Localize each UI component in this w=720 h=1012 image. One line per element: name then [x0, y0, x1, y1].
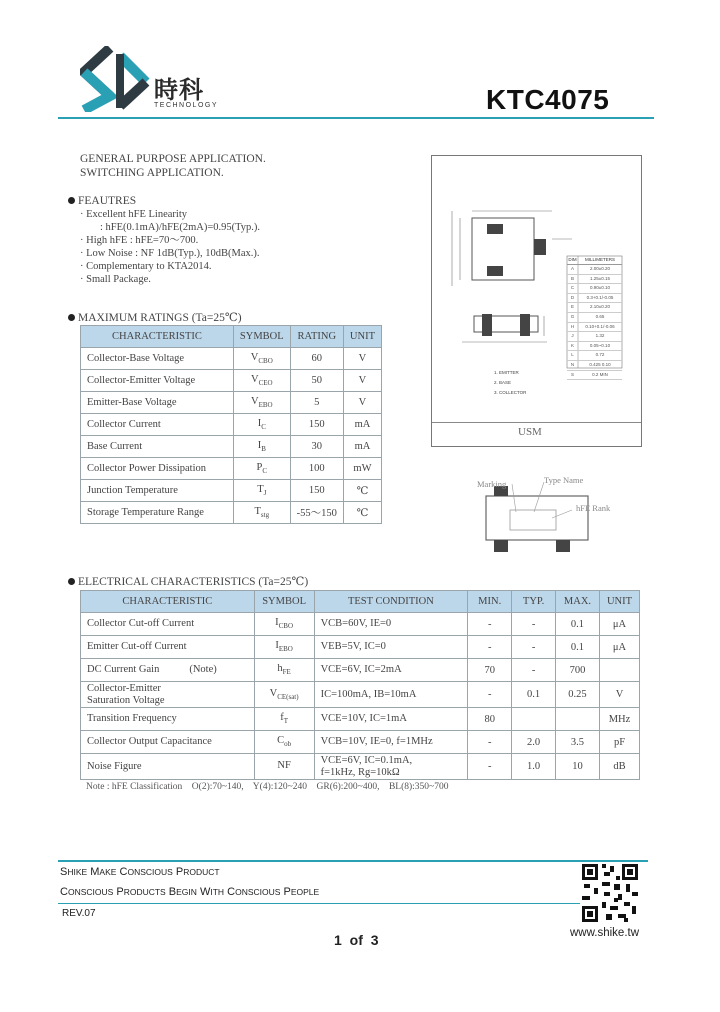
intro-line-1: GENERAL PURPOSE APPLICATION.	[80, 153, 266, 165]
intro-line-2: SWITCHING APPLICATION.	[80, 167, 224, 179]
features-title: FEAUTRES	[78, 195, 137, 207]
feature-item: · Small Package.	[80, 274, 151, 285]
table-row	[81, 659, 640, 682]
dimension-header: DIM MILLIMETERS	[567, 256, 622, 265]
test-condition-cell: IC=100mA, IB=10mA	[314, 682, 468, 708]
max-ratings-heading	[68, 310, 242, 324]
symbol-cell: $I_{CBO}$	[254, 613, 314, 636]
col-header: UNIT	[599, 591, 639, 613]
table-row	[81, 348, 382, 370]
table-row	[81, 480, 382, 502]
unit-cell: mA	[343, 436, 381, 458]
characteristic-cell: Emitter Cut-off Current	[81, 636, 255, 659]
symbol-cell: $I_{EBO}$	[254, 636, 314, 659]
brand-chinese-name: 時科	[154, 78, 204, 104]
table-row	[81, 731, 640, 754]
dimension-row: L 0.72	[567, 351, 622, 361]
pin-item: 1. EMITTER	[494, 370, 519, 375]
package-label-divider	[432, 422, 641, 423]
bullet-icon	[68, 578, 75, 585]
table-header-row	[81, 591, 640, 613]
dimension-row: D 0.3+0.1/-0.05	[567, 294, 622, 304]
elec-heading	[68, 574, 308, 588]
col-header: UNIT	[343, 326, 381, 348]
website-url[interactable]: www.shike.tw	[570, 927, 640, 939]
feature-item: : hFE(0.1mA)/hFE(2mA)=0.95(Typ.).	[100, 222, 261, 233]
dimension-row: J 1.32	[567, 332, 622, 342]
shike-logo	[80, 46, 150, 112]
symbol-cell: $P_C$	[233, 458, 290, 480]
rating-cell: 5	[290, 392, 343, 414]
dimension-row: B 1.25±0.15	[567, 275, 622, 285]
pin-item: 3. COLLECTOR	[494, 390, 527, 395]
col-header: CHARACTERISTIC	[81, 326, 234, 348]
elec-char-table	[80, 590, 640, 780]
feature-item: · Low Noise : NF 1dB(Typ.), 10dB(Max.).	[80, 248, 260, 259]
symbol-cell: NF	[254, 754, 314, 780]
dimension-row: C 0.90±0.10	[567, 284, 622, 294]
unit-cell: ℃	[343, 502, 381, 524]
footer-slogan-1: SHIKE MAKE CONSCIOUS PRODUCT	[60, 866, 220, 878]
symbol-cell: $T_{stg}$	[233, 502, 290, 524]
unit-cell: MHz	[599, 708, 639, 731]
max-cell	[556, 708, 600, 731]
characteristic-cell: DC Current Gain (Note)	[81, 659, 255, 682]
header-divider	[58, 117, 654, 119]
characteristic-cell: Collector-Emitter Voltage	[81, 370, 234, 392]
rating-cell: 60	[290, 348, 343, 370]
typ-cell: 2.0	[512, 731, 556, 754]
typ-cell: 0.1	[512, 682, 556, 708]
characteristic-cell: Collector Power Dissipation	[81, 458, 234, 480]
test-condition-cell: VCB=60V, IE=0	[314, 613, 468, 636]
unit-cell: μA	[599, 613, 639, 636]
min-cell: -	[468, 731, 512, 754]
characteristic-cell: Base Current	[81, 436, 234, 458]
table-row	[81, 754, 640, 780]
package-outline-box	[431, 155, 642, 447]
symbol-cell: $C_{ob}$	[254, 731, 314, 754]
unit-cell: V	[343, 370, 381, 392]
min-cell: -	[468, 754, 512, 780]
test-condition-cell: VEB=5V, IC=0	[314, 636, 468, 659]
symbol-cell: $T_J$	[233, 480, 290, 502]
footer-divider	[58, 860, 648, 862]
unit-cell: V	[343, 348, 381, 370]
symbol-cell: $V_{CBO}$	[233, 348, 290, 370]
test-condition-cell: VCE=6V, IC=0.1mA, f=1kHz, Rg=10kΩ	[314, 754, 468, 780]
col-header: MIN.	[468, 591, 512, 613]
min-cell: -	[468, 682, 512, 708]
feature-item: · High hFE : hFE=70～700.	[80, 235, 199, 246]
test-condition-cell: VCB=10V, IE=0, f=1MHz	[314, 731, 468, 754]
max-cell: 0.25	[556, 682, 600, 708]
dimension-row: K 0.05~0.10	[567, 342, 622, 352]
dimension-row: G 0.65	[567, 313, 622, 323]
hfe-classification-note: Note : hFE Classification O(2):70~140, Y(4):120~240 GR(6):200~400, BL(8):350~700	[86, 782, 449, 792]
table-row	[81, 502, 382, 524]
characteristic-cell: Transition Frequency	[81, 708, 255, 731]
symbol-cell: $I_B$	[233, 436, 290, 458]
dimension-row: S 0.2 MIN	[567, 371, 622, 381]
max-cell: 700	[556, 659, 600, 682]
max-ratings-title: MAXIMUM RATINGS (Ta=25℃)	[78, 312, 242, 324]
unit-cell: mA	[343, 414, 381, 436]
typ-cell: -	[512, 613, 556, 636]
typ-cell: -	[512, 636, 556, 659]
part-number-title: KTC4075	[486, 84, 610, 115]
feature-item: · Complementary to KTA2014.	[80, 261, 212, 272]
qr-code-icon	[580, 862, 640, 924]
package-name: USM	[518, 426, 542, 438]
elec-title: ELECTRICAL CHARACTERISTICS (Ta=25℃)	[78, 576, 309, 588]
symbol-cell: $V_{CEO}$	[233, 370, 290, 392]
min-cell: -	[468, 613, 512, 636]
pin-item: 2. BASE	[494, 380, 512, 385]
col-header: CHARACTERISTIC	[81, 591, 255, 613]
typ-cell	[512, 708, 556, 731]
rating-cell: 100	[290, 458, 343, 480]
pin-list	[494, 368, 526, 398]
typ-cell: -	[512, 659, 556, 682]
page-number: 1 of 3	[334, 932, 379, 948]
table-row	[81, 636, 640, 659]
unit-cell: V	[343, 392, 381, 414]
col-header: MAX.	[556, 591, 600, 613]
marking-label: Marking	[477, 479, 507, 489]
characteristic-cell: Noise Figure	[81, 754, 255, 780]
rating-cell: 50	[290, 370, 343, 392]
footer-slogan-2: CONSCIOUS PRODUCTS BEGIN WITH CONSCIOUS PEOPLE	[60, 886, 320, 898]
characteristic-cell: Collector-Emitter Saturation Voltage	[81, 682, 255, 708]
typ-cell: 1.0	[512, 754, 556, 780]
symbol-cell: $f_T$	[254, 708, 314, 731]
min-cell: 80	[468, 708, 512, 731]
col-header: TYP.	[512, 591, 556, 613]
characteristic-cell: Collector-Base Voltage	[81, 348, 234, 370]
test-condition-cell: VCE=6V, IC=2mA	[314, 659, 468, 682]
hfe-rank-label: hFE Rank	[576, 503, 611, 513]
max-cell: 0.1	[556, 636, 600, 659]
bullet-icon	[68, 197, 75, 204]
rating-cell: -55～150	[290, 502, 343, 524]
max-cell: 3.5	[556, 731, 600, 754]
bullet-icon	[68, 314, 75, 321]
rating-cell: 150	[290, 414, 343, 436]
symbol-cell: $h_{FE}$	[254, 659, 314, 682]
min-cell: 70	[468, 659, 512, 682]
characteristic-cell: Collector Output Capacitance	[81, 731, 255, 754]
table-row	[81, 708, 640, 731]
table-row	[81, 613, 640, 636]
max-cell: 0.1	[556, 613, 600, 636]
dimension-row: E 2.10±0.20	[567, 303, 622, 313]
min-cell: -	[468, 636, 512, 659]
brand-english-name: TECHNOLOGY	[154, 102, 219, 109]
unit-cell: dB	[599, 754, 639, 780]
table-header-row	[81, 326, 382, 348]
footer-thin-rule	[58, 903, 590, 904]
max-cell: 10	[556, 754, 600, 780]
features-heading	[68, 195, 136, 207]
revision: REV.07	[62, 908, 96, 919]
type-name-label: Type Name	[544, 475, 584, 485]
rating-cell: 30	[290, 436, 343, 458]
table-row	[81, 458, 382, 480]
symbol-cell: $V_{CE(sat)}$	[254, 682, 314, 708]
col-header: SYMBOL	[233, 326, 290, 348]
test-condition-cell: VCE=10V, IC=1mA	[314, 708, 468, 731]
unit-cell: μA	[599, 636, 639, 659]
col-header: SYMBOL	[254, 591, 314, 613]
characteristic-cell: Junction Temperature	[81, 480, 234, 502]
symbol-cell: $I_C$	[233, 414, 290, 436]
dimension-row: A 2.00±0.20	[567, 265, 622, 275]
max-ratings-table	[80, 325, 382, 524]
unit-cell: mW	[343, 458, 381, 480]
characteristic-cell: Emitter-Base Voltage	[81, 392, 234, 414]
table-row	[81, 370, 382, 392]
unit-cell: pF	[599, 731, 639, 754]
dimension-row: N 0.425 0.10	[567, 361, 622, 371]
unit-cell	[599, 659, 639, 682]
col-header: TEST CONDITION	[314, 591, 468, 613]
table-row	[81, 414, 382, 436]
characteristic-cell: Collector Cut-off Current	[81, 613, 255, 636]
characteristic-cell: Collector Current	[81, 414, 234, 436]
feature-item: · Excellent hFE Linearity	[80, 209, 188, 220]
dimension-table	[567, 256, 622, 380]
rating-cell: 150	[290, 480, 343, 502]
table-row	[81, 682, 640, 708]
unit-cell: ℃	[343, 480, 381, 502]
unit-cell: V	[599, 682, 639, 708]
col-header: RATING	[290, 326, 343, 348]
characteristic-cell: Storage Temperature Range	[81, 502, 234, 524]
dimension-row: H 0.10+0.1/-0.06	[567, 323, 622, 333]
table-row	[81, 436, 382, 458]
table-row	[81, 392, 382, 414]
symbol-cell: $V_{EBO}$	[233, 392, 290, 414]
